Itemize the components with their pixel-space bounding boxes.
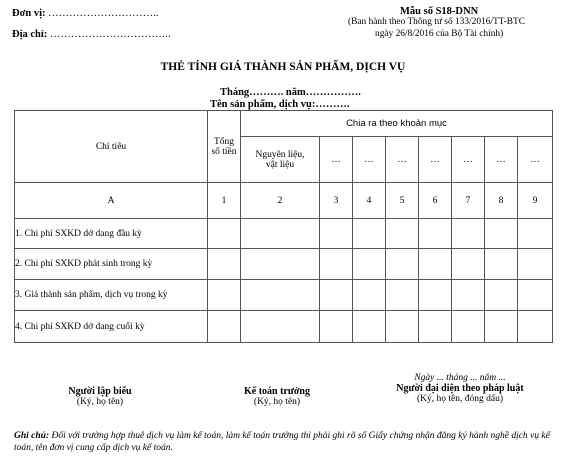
table-cell[interactable] <box>320 280 353 311</box>
signature-preparer <box>40 386 160 407</box>
table-cell[interactable] <box>485 249 518 280</box>
table-cell[interactable] <box>452 280 485 311</box>
table-cell[interactable] <box>419 219 452 249</box>
header-breakdown: Chia ra theo khoản mục <box>241 111 553 137</box>
unit-value: ………………………….. <box>48 8 159 19</box>
table-cell[interactable] <box>485 311 518 343</box>
footnote-text: Đối với trường hợp thuê dịch vụ làm kế toán, làm kế toán trưởng thì phải ghi rõ số Giấy chứng nhận đăng ký hành nghề dịch vụ kế toán, tên đơn vị cung cấp dịch vụ kế toán. <box>14 431 550 453</box>
table-cell[interactable] <box>320 219 353 249</box>
table-cell[interactable] <box>353 219 386 249</box>
footnote-label: Ghi chú: <box>14 431 50 441</box>
code-cell: 9 <box>518 183 553 219</box>
table-cell[interactable] <box>452 249 485 280</box>
table-cell[interactable] <box>386 249 419 280</box>
row-label: 1. Chi phí SXKD dở dang đầu kỳ <box>15 219 208 249</box>
table-cell[interactable] <box>518 249 553 280</box>
table-cell[interactable] <box>386 219 419 249</box>
code-cell: 2 <box>241 183 320 219</box>
table-cell[interactable] <box>208 311 241 343</box>
code-cell: 3 <box>320 183 353 219</box>
table-cell[interactable] <box>353 249 386 280</box>
signature-date-line: Ngày ... tháng ... năm ... <box>414 373 506 383</box>
signature-accountant <box>212 386 342 407</box>
accountant-title: Kế toán trưởng <box>244 386 310 397</box>
table-cell[interactable] <box>518 280 553 311</box>
header-material-line1: Nguyên liệu, <box>255 149 305 160</box>
table-cell[interactable] <box>485 219 518 249</box>
code-cell: 7 <box>452 183 485 219</box>
row-label: 4. Chi phí SXKD dở dang cuối kỳ <box>15 311 208 343</box>
table-cell[interactable] <box>241 249 320 280</box>
header-row-1 <box>15 111 553 137</box>
footnote <box>14 430 559 454</box>
header-dots: … <box>485 137 518 183</box>
table-cell[interactable] <box>518 311 553 343</box>
table-row <box>15 280 553 311</box>
rep-title: Người đại diện theo pháp luật <box>396 383 524 394</box>
preparer-note: (Ký, họ tên) <box>76 397 124 407</box>
table-row <box>15 219 553 249</box>
header-dots: … <box>419 137 452 183</box>
table-row <box>15 311 553 343</box>
table-row <box>15 249 553 280</box>
preparer-title: Người lập biểu <box>68 386 132 397</box>
row-label: 2. Chi phí SXKD phát sinh trong kỳ <box>15 249 208 280</box>
signature-legal-representative <box>370 373 550 404</box>
form-issued-date: ngày 26/8/2016 của Bộ Tài chính) <box>375 29 504 39</box>
header-material <box>241 137 320 183</box>
header-dots: … <box>320 137 353 183</box>
header-total-line1: Tổng <box>213 136 235 147</box>
header-dots: … <box>518 137 553 183</box>
table-cell[interactable] <box>419 249 452 280</box>
table-cell[interactable] <box>208 280 241 311</box>
table-cell[interactable] <box>353 280 386 311</box>
table-cell[interactable] <box>419 280 452 311</box>
header-dots: … <box>353 137 386 183</box>
document-title: THẺ TÍNH GIÁ THÀNH SẢN PHẨM, DỊCH VỤ <box>160 61 406 73</box>
header-dots: … <box>452 137 485 183</box>
table-cell[interactable] <box>419 311 452 343</box>
code-cell: 1 <box>208 183 241 219</box>
address-value: …………………………….. <box>49 29 171 40</box>
table-cell[interactable] <box>518 219 553 249</box>
header-dots: … <box>386 137 419 183</box>
table-cell[interactable] <box>241 219 320 249</box>
rep-note: (Ký, họ tên, đóng dấu) <box>416 394 503 404</box>
table-cell[interactable] <box>452 311 485 343</box>
table-cell[interactable] <box>208 219 241 249</box>
table-cell[interactable] <box>320 249 353 280</box>
row-label: 3. Giá thành sản phẩm, dịch vụ trong kỳ <box>15 280 208 311</box>
table-cell[interactable] <box>452 219 485 249</box>
header-total-line2: số tiền <box>211 146 237 157</box>
code-cell: A <box>15 183 208 219</box>
table-cell[interactable] <box>386 280 419 311</box>
table-cell[interactable] <box>386 311 419 343</box>
table-cell[interactable] <box>320 311 353 343</box>
address-label: Địa chỉ: <box>12 29 48 40</box>
address-line <box>12 29 171 40</box>
code-cell: 8 <box>485 183 518 219</box>
code-row <box>15 183 553 219</box>
code-cell: 6 <box>419 183 452 219</box>
cost-table <box>14 110 553 343</box>
code-cell: 5 <box>386 183 419 219</box>
header-material-line2: vật liệu <box>265 159 295 170</box>
product-line: Tên sản phẩm, dịch vụ:………. <box>210 99 350 110</box>
table-cell[interactable] <box>208 249 241 280</box>
accountant-note: (Ký, họ tên) <box>253 397 301 407</box>
header-total <box>208 111 241 183</box>
table-cell[interactable] <box>241 311 320 343</box>
code-cell: 4 <box>353 183 386 219</box>
period-line: Tháng………. năm……………. <box>220 87 361 98</box>
form-issued-note: (Ban hành theo Thông tư số 133/2016/TT-BTC <box>348 17 525 27</box>
table-cell[interactable] <box>241 280 320 311</box>
header-indicator: Chỉ tiêu <box>15 111 208 183</box>
form-code: Mẫu số S18-DNN <box>400 6 479 17</box>
table-cell[interactable] <box>353 311 386 343</box>
unit-label: Đơn vị: <box>12 8 46 19</box>
unit-line <box>12 8 158 19</box>
table-cell[interactable] <box>485 280 518 311</box>
